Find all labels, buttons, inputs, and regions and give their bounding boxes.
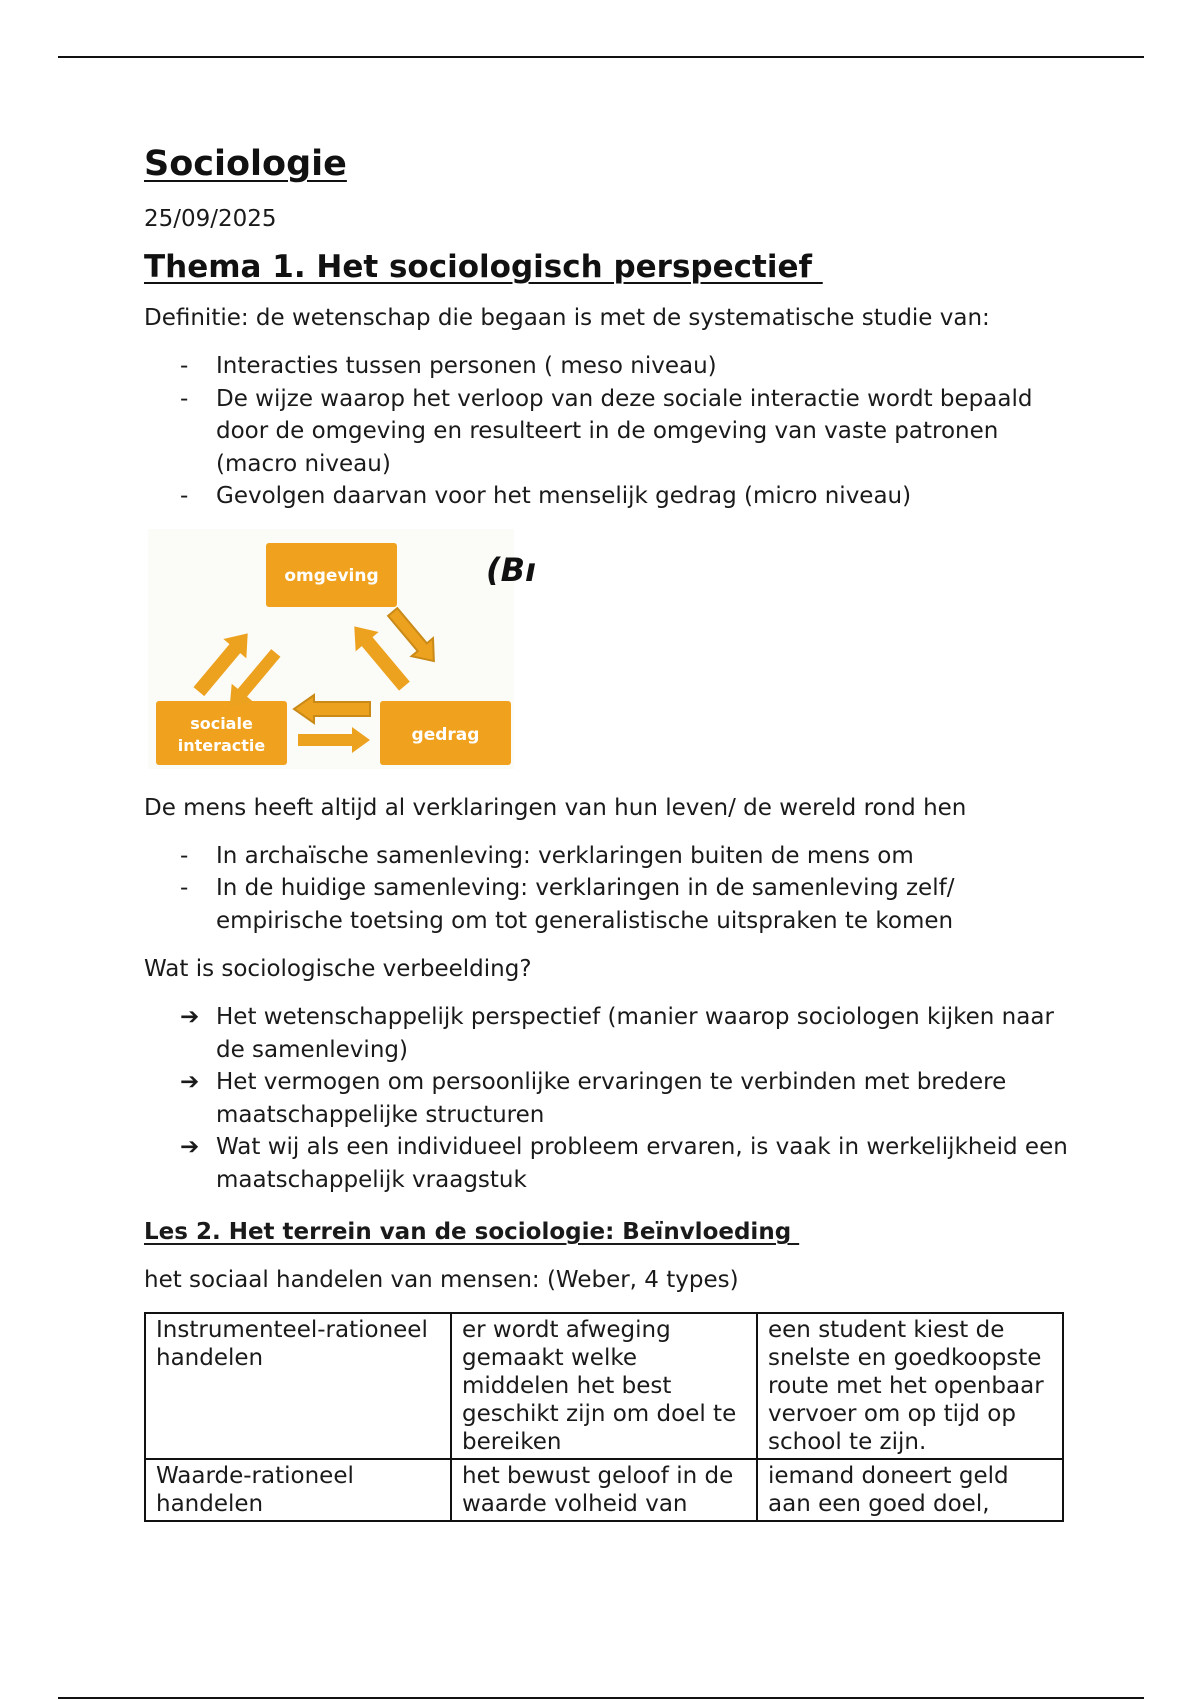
explanations-list [144, 840, 1074, 938]
table-row [145, 1313, 1063, 1459]
question-list [144, 1001, 1074, 1196]
dash-marker: - [180, 483, 189, 509]
diagram-caption-fragment: (Bı [486, 550, 536, 589]
list-item: - In archaïsche samenleving: verklaringen buiten de mens om [144, 840, 1074, 873]
table-row [145, 1459, 1063, 1521]
document-title: Sociologie [144, 144, 347, 184]
label-omgeving: omgeving [284, 565, 379, 586]
table-cell: een student kiest de snelste en goedkoopste route met het openbaar vervoer om op tijd op school te zijn. [757, 1313, 1063, 1459]
arrow-marker-icon: ➔ [180, 1134, 200, 1160]
document-date: 25/09/2025 [144, 206, 277, 232]
footer-rule [58, 1697, 1144, 1699]
table-cell: het bewust geloof in de waarde volheid van [451, 1459, 757, 1521]
diagram-svg [144, 529, 514, 774]
label-interactie: interactie [177, 735, 266, 755]
theme-heading: Thema 1. Het sociologisch perspectief [144, 249, 823, 285]
question-text: Wat is sociologische verbeelding? [144, 956, 532, 982]
arrow-marker-icon: ➔ [180, 1004, 200, 1030]
list-item: - Gevolgen daarvan voor het menselijk gedrag (micro niveau) [144, 480, 1074, 513]
weber-table [144, 1312, 1064, 1522]
dash-marker: - [180, 875, 189, 901]
weber-intro: het sociaal handelen van mensen: (Weber, 4 types) [144, 1267, 739, 1293]
header-rule [58, 56, 1144, 58]
label-gedrag: gedrag [411, 724, 480, 745]
dash-marker: - [180, 842, 189, 869]
table-cell: er wordt afweging gemaakt welke middelen het best geschikt zijn om doel te bereiken [451, 1313, 757, 1459]
explanations-intro: De mens heeft altijd al verklaringen van hun leven/ de wereld rond hen [144, 794, 967, 821]
table-cell: Instrumenteel-rationeel handelen [145, 1313, 451, 1459]
list-item: - De wijze waarop het verloop van deze sociale interactie wordt bepaald door de omgeving en resulteert in de omgeving van vaste patronen (macro niveau) [144, 383, 1074, 481]
dash-marker: - [180, 353, 189, 379]
arrow-marker-icon: ➔ [180, 1069, 200, 1095]
list-item: - In de huidige samenleving: verklaringen in de samenleving zelf/ empirische toetsing om tot generalistische uitspraken te komen [144, 872, 1074, 937]
list-item: ➔ Het vermogen om persoonlijke ervaringen te verbinden met bredere maatschappelijke structuren [144, 1066, 1074, 1131]
list-item: - Interacties tussen personen ( meso niveau) [144, 350, 1074, 383]
sociology-cycle-diagram [144, 529, 664, 774]
list-item: ➔ Wat wij als een individueel probleem ervaren, is vaak in werkelijkheid een maatschappelijk vraagstuk [144, 1131, 1074, 1196]
definition-list [144, 350, 1074, 513]
dash-marker: - [180, 385, 189, 412]
table-cell: Waarde-rationeel handelen [145, 1459, 451, 1521]
page-content [144, 140, 1074, 1522]
label-sociale: sociale [190, 713, 253, 733]
lesson-heading: Les 2. Het terrein van de sociologie: Beïnvloeding [144, 1219, 800, 1245]
list-item: ➔ Het wetenschappelijk perspectief (manier waarop sociologen kijken naar de samenleving) [144, 1001, 1074, 1066]
definition-text: Definitie: de wetenschap die begaan is met de systematische studie van: [144, 305, 990, 331]
box-sociale-interactie [156, 701, 287, 765]
table-cell: iemand doneert geld aan een goed doel, [757, 1459, 1063, 1521]
